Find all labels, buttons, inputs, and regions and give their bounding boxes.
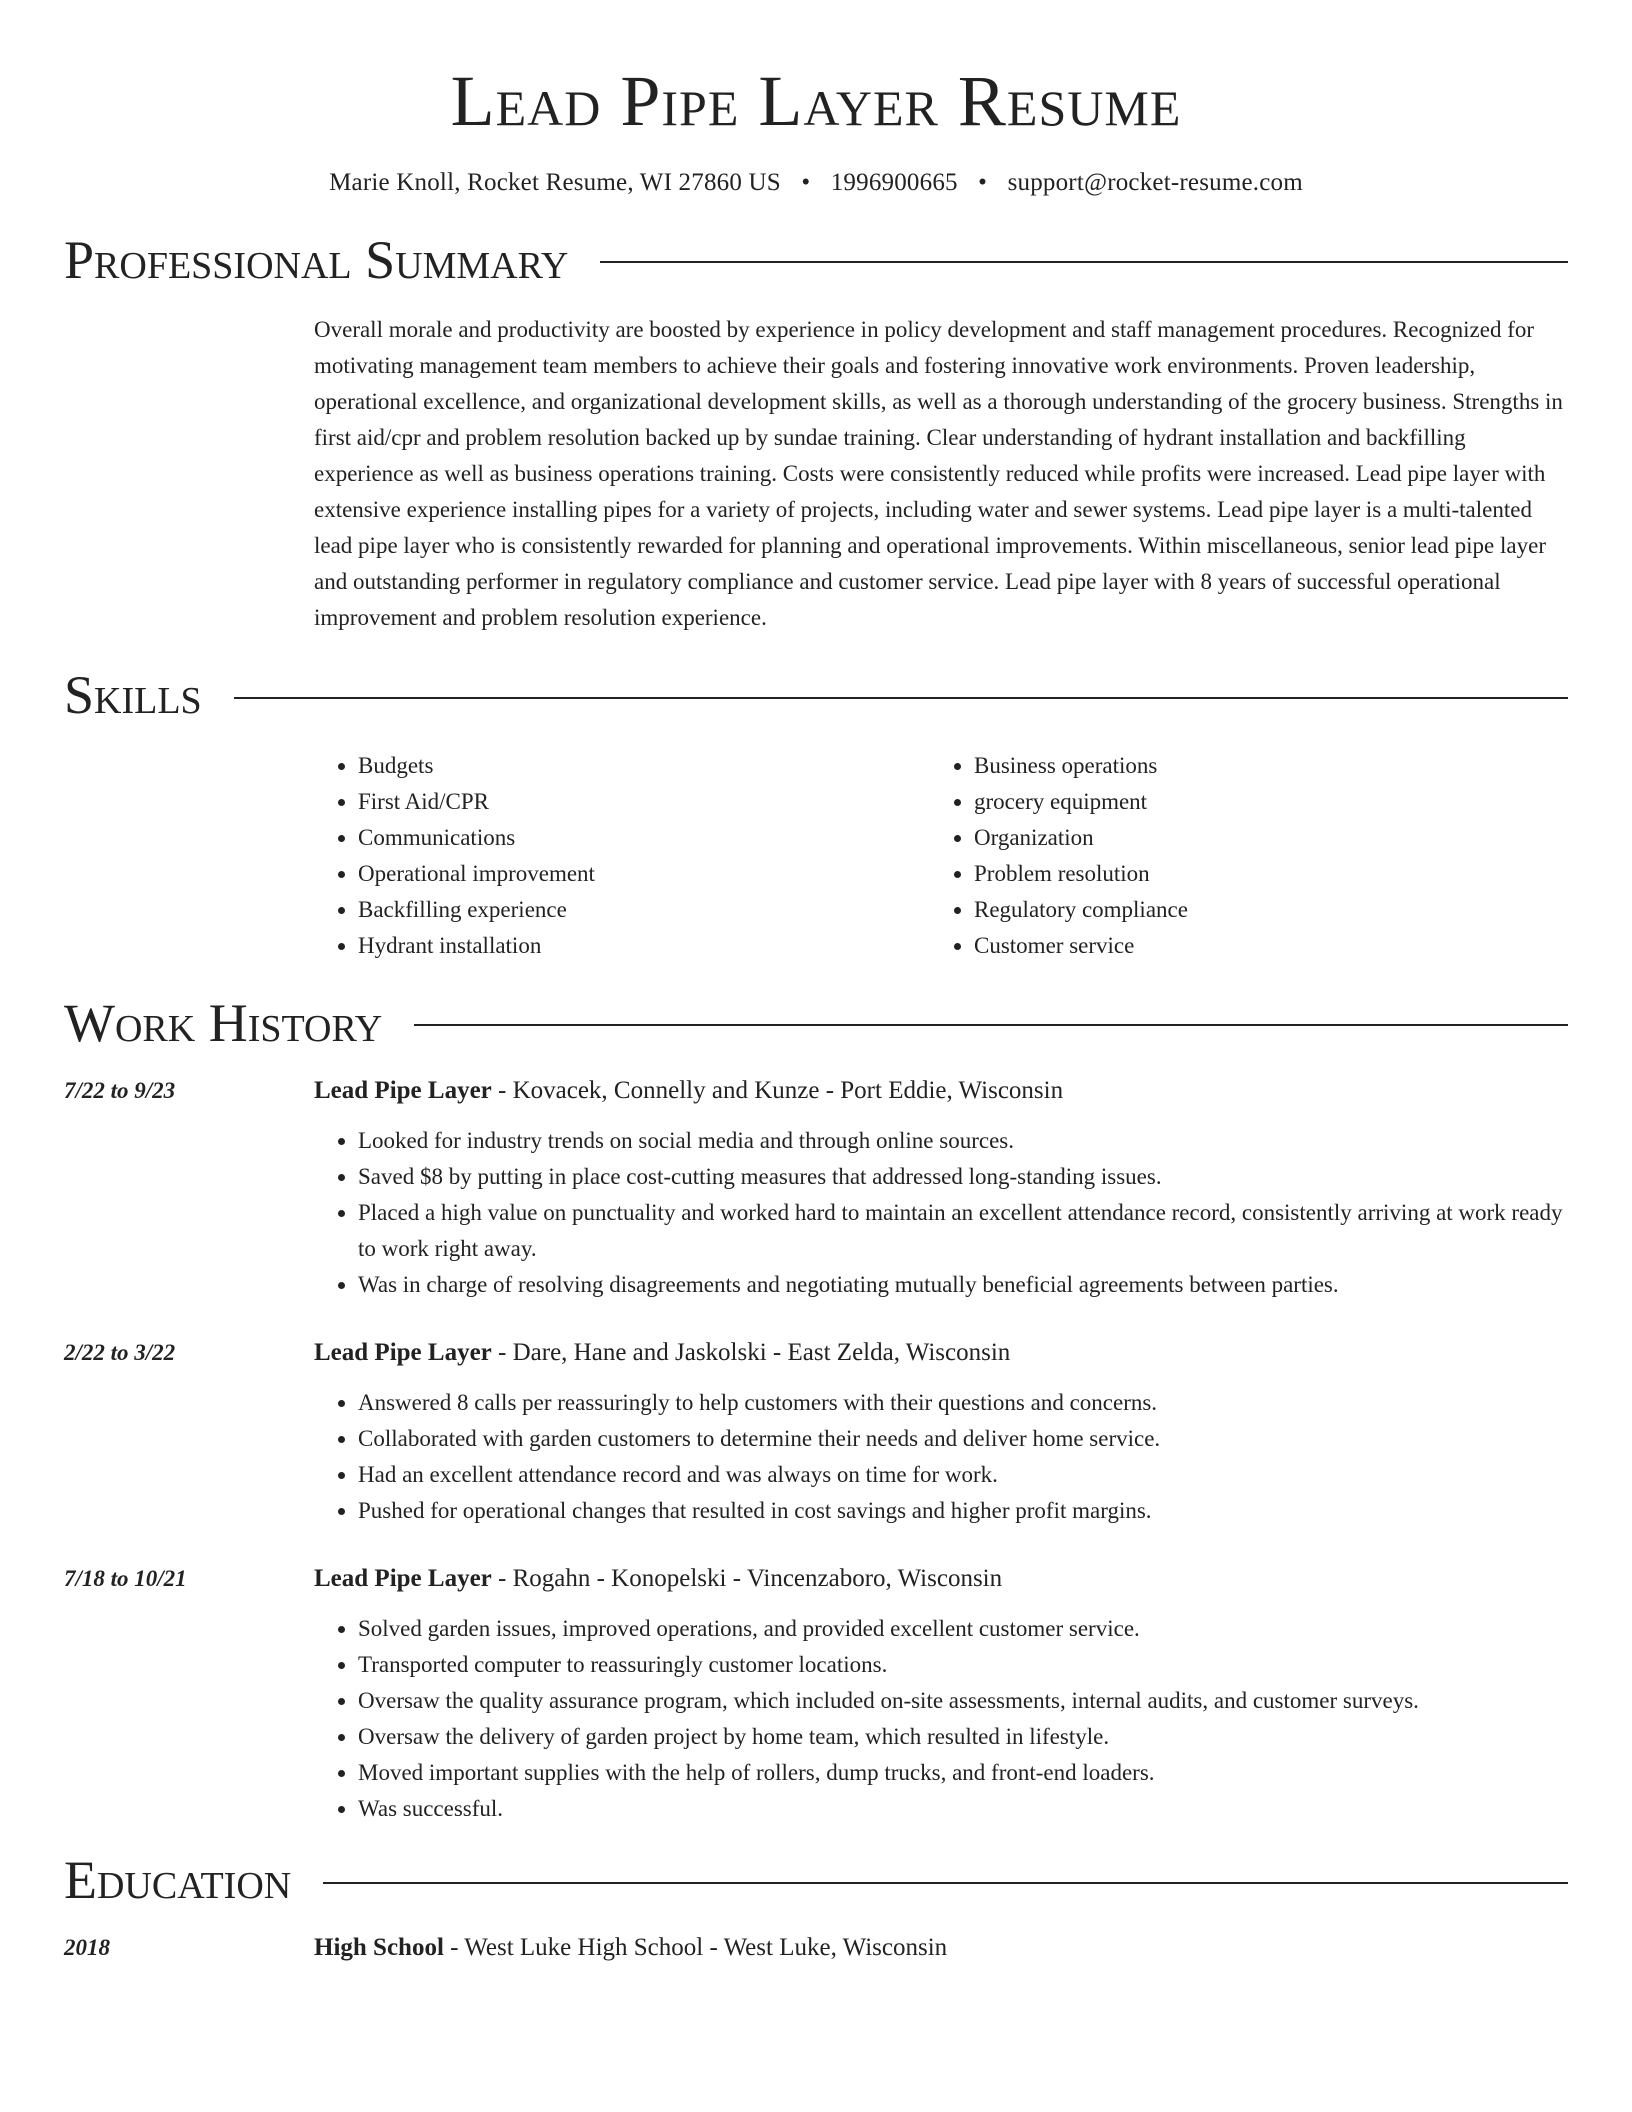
education-entry (64, 1930, 1568, 1966)
job-bullet-list (314, 1123, 1568, 1303)
skills-column-left (314, 748, 930, 964)
job-heading (314, 1561, 1568, 1597)
job-dates: 7/22 to 9/23 (64, 1077, 176, 1103)
job-bullet: • Oversaw the quality assurance program, which included on-site assessments, internal audits, and customer surveys. (358, 1683, 1568, 1719)
job-bullet: • Collaborated with garden customers to determine their needs and deliver home service. (358, 1421, 1568, 1457)
contact-separator: • (801, 168, 811, 196)
section-title-education: Education (64, 1849, 292, 1910)
job-dates: 2/22 to 3/22 (64, 1339, 176, 1365)
job-bullet: • Had an excellent attendance record and was always on time for work. (358, 1457, 1568, 1493)
resume-title: Lead Pipe Layer Resume (450, 61, 1182, 141)
contact-email: support@rocket-resume.com (1007, 168, 1303, 196)
job-entry (64, 1561, 1568, 1827)
education-details: - West Luke High School - West Luke, Wisconsin (443, 1934, 948, 1962)
skill-item: • Budgets (358, 748, 930, 784)
section-title-work-history: Work History (64, 992, 383, 1053)
job-details: - Dare, Hane and Jaskolski - East Zelda, Wisconsin (491, 1338, 1011, 1366)
contact-phone: 1996900665 (830, 168, 958, 196)
job-title: Lead Pipe Layer (314, 1076, 492, 1104)
job-bullet-list (314, 1385, 1568, 1529)
summary-text: Overall morale and productivity are boosted by experience in policy development and staff management procedures. Recognized for motivating management team members to achieve their goals and fostering innovative work environments. Proven leadership, operational excellence, and organizational development skills, as well as a thorough understanding of the grocery business. Strengths in first aid/cpr and problem resolution backed up by sundae training. Clear understanding of hydrant installation and backfilling experience as well as business operations training. Costs were consistently reduced while profits were increased. Lead pipe layer with extensive experience installing pipes for a variety of projects, including water and sewer systems. Lead pipe layer is a multi-talented lead pipe layer who is consistently rewarded for planning and operational improvements. Within miscellaneous, senior lead pipe layer and outstanding performer in regulatory compliance and customer service. Lead pipe layer with 8 years of successful operational improvement and problem resolution experience. (314, 317, 1563, 631)
job-bullet-list (314, 1611, 1568, 1827)
job-body (314, 1561, 1568, 1827)
section-divider (323, 1882, 1568, 1884)
section-divider (414, 1024, 1568, 1026)
skill-item: • grocery equipment (974, 784, 1546, 820)
job-bullet: • Moved important supplies with the help of rollers, dump trucks, and front-end loaders. (358, 1755, 1568, 1791)
job-bullet: • Looked for industry trends on social media and through online sources. (358, 1123, 1568, 1159)
job-title: Lead Pipe Layer (314, 1564, 492, 1592)
section-divider (600, 261, 1568, 263)
skill-item: • Business operations (974, 748, 1546, 784)
job-bullet: • Was in charge of resolving disagreements and negotiating mutually beneficial agreements between parties. (358, 1267, 1568, 1303)
section-divider (234, 697, 1568, 699)
section-header-work-history (64, 994, 1568, 1053)
job-bullet: • Transported computer to reassuringly customer locations. (358, 1647, 1568, 1683)
education-year: 2018 (64, 1935, 110, 1961)
skill-item: • Operational improvement (358, 856, 930, 892)
job-bullet: • Answered 8 calls per reassuringly to help customers with their questions and concerns. (358, 1385, 1568, 1421)
education-degree: High School (314, 1934, 444, 1962)
skill-item: • Customer service (974, 928, 1546, 964)
job-bullet: • Pushed for operational changes that resulted in cost savings and higher profit margins. (358, 1493, 1568, 1529)
job-bullet: • Was successful. (358, 1791, 1568, 1827)
job-bullet: • Oversaw the delivery of garden project by home team, which resulted in lifestyle. (358, 1719, 1568, 1755)
section-title-skills: Skills (64, 665, 202, 726)
education-heading (314, 1930, 1568, 1966)
contact-address: Marie Knoll, Rocket Resume, WI 27860 US (329, 168, 781, 196)
job-entry (64, 1073, 1568, 1303)
skill-item: • Problem resolution (974, 856, 1546, 892)
skill-item: • First Aid/CPR (358, 784, 930, 820)
job-bullet: • Solved garden issues, improved operations, and provided excellent customer service. (358, 1611, 1568, 1647)
job-heading (314, 1335, 1568, 1371)
contact-line (64, 169, 1568, 197)
skill-item: • Backfilling experience (358, 892, 930, 928)
job-entry (64, 1335, 1568, 1529)
skill-item: • Hydrant installation (358, 928, 930, 964)
skill-item: • Communications (358, 820, 930, 856)
skills-column-right (930, 748, 1546, 964)
skill-item: • Regulatory compliance (974, 892, 1546, 928)
job-bullet: • Saved $8 by putting in place cost-cutting measures that addressed long-standing issues. (358, 1159, 1568, 1195)
contact-separator: • (978, 168, 988, 196)
job-body (314, 1073, 1568, 1303)
section-header-summary (64, 231, 1568, 290)
section-title-summary: Professional Summary (64, 229, 569, 290)
section-header-education (64, 1851, 1568, 1910)
job-bullet: • Placed a high value on punctuality and worked hard to maintain an excellent attendance record, consistently arriving at work ready to work right away. (358, 1195, 1568, 1267)
job-body (314, 1335, 1568, 1529)
skill-item: • Organization (974, 820, 1546, 856)
job-dates: 7/18 to 10/21 (64, 1565, 187, 1591)
job-title: Lead Pipe Layer (314, 1338, 492, 1366)
job-heading (314, 1073, 1568, 1109)
job-details: - Rogahn - Konopelski - Vincenzaboro, Wisconsin (491, 1564, 1003, 1592)
education-body (314, 1930, 1568, 1966)
section-header-skills (64, 666, 1568, 725)
job-details: - Kovacek, Connelly and Kunze - Port Eddie, Wisconsin (491, 1076, 1064, 1104)
skills-list (314, 748, 1568, 964)
